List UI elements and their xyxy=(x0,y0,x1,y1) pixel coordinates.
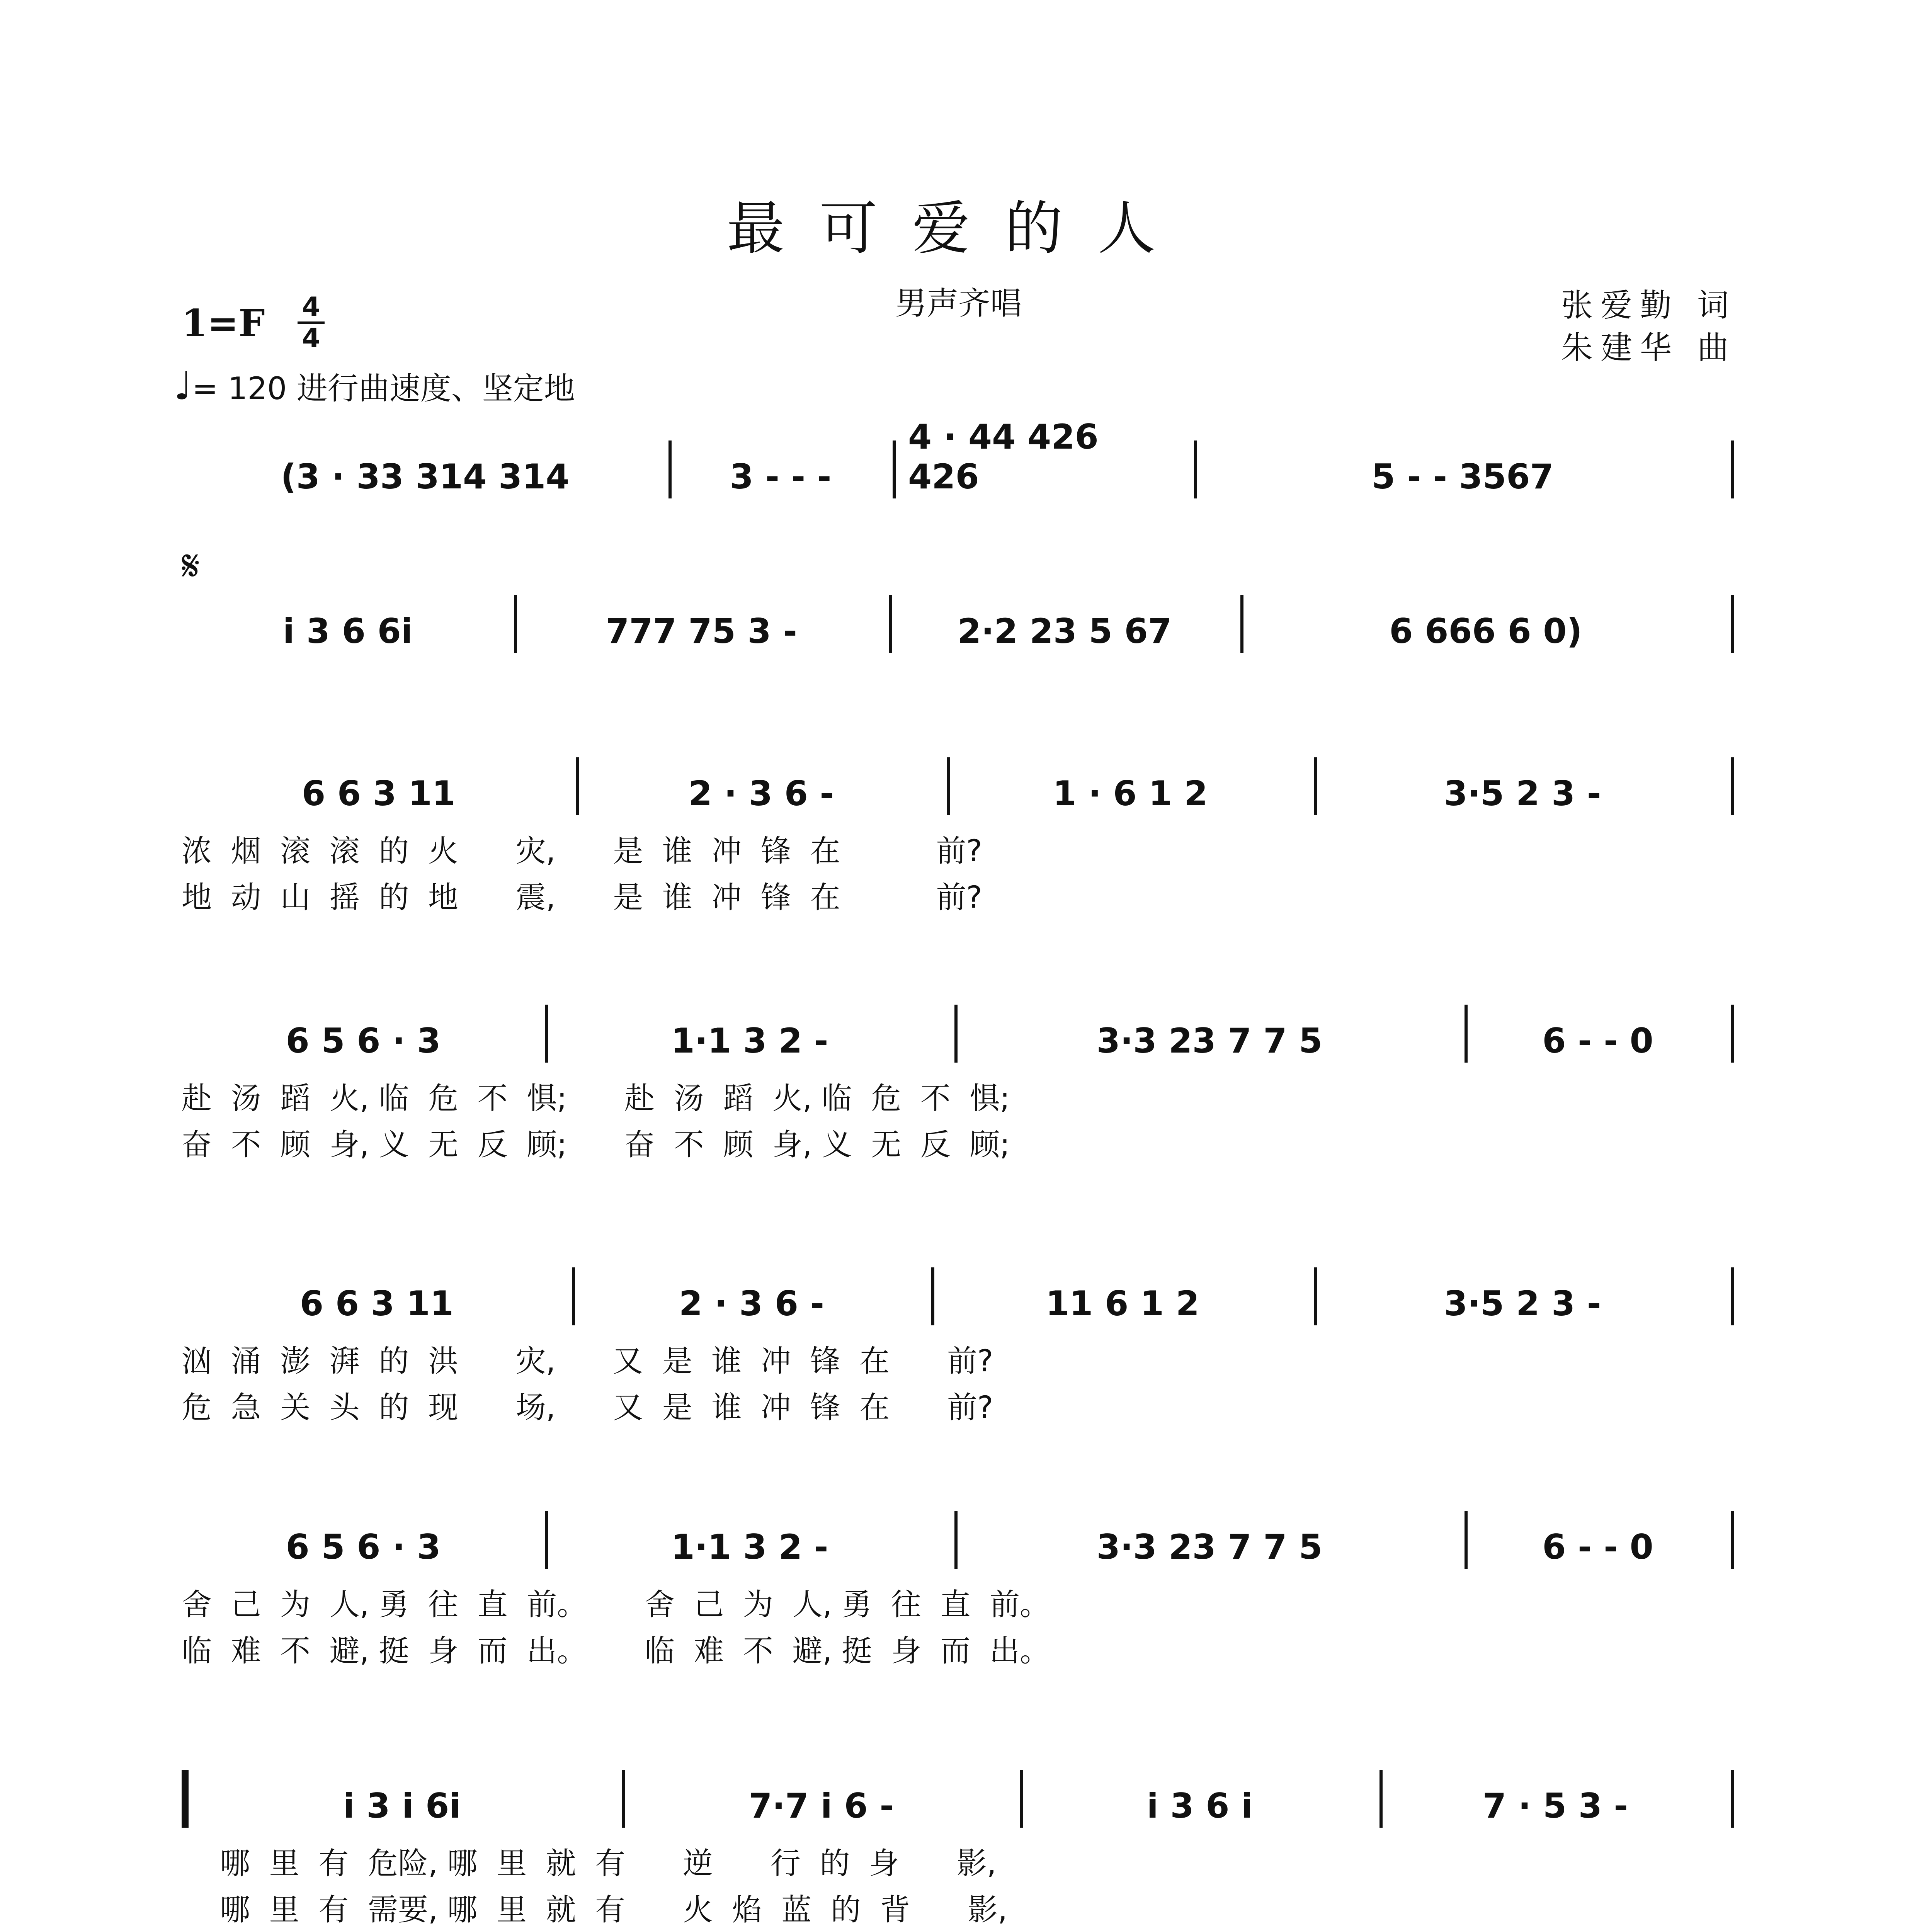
lyric-line: 奋 不 顾 身, 义 无 反 顾; 奋 不 顾 身, 义 无 反 顾; xyxy=(182,1128,1010,1162)
subtitle: 男声齐唱 xyxy=(895,285,1022,322)
measure: i 3 i 6i xyxy=(343,1786,461,1826)
bar-line xyxy=(889,595,892,653)
bar-line xyxy=(1240,595,1243,653)
bar-line xyxy=(1314,1267,1317,1325)
bar-line xyxy=(572,1267,575,1325)
time-signature-top: 4 xyxy=(302,292,320,322)
score-row-chorus1 xyxy=(182,1766,1735,1828)
time-signature-bottom: 4 xyxy=(302,323,320,354)
lyric-line: 临 难 不 避, 挺 身 而 出。 临 难 不 避, 挺 身 而 出。 xyxy=(182,1634,1050,1668)
measure: 3 - - - xyxy=(730,457,832,497)
bar-line xyxy=(1731,1511,1734,1569)
bar-line xyxy=(668,440,672,498)
score-row-intro2 xyxy=(182,591,1735,653)
bar-line xyxy=(1731,1267,1734,1325)
measure: i 3 6 6i xyxy=(283,611,413,651)
score-row-v4 xyxy=(182,1507,1735,1569)
lyric-line: 舍 己 为 人, 勇 往 直 前。 舍 己 为 人, 勇 往 直 前。 xyxy=(182,1587,1050,1622)
bar-line xyxy=(947,757,950,815)
time-signature xyxy=(298,294,325,352)
bar-line xyxy=(576,757,579,815)
measure: 6 - - 0 xyxy=(1542,1527,1653,1567)
bar-line xyxy=(954,1005,958,1063)
bar-line xyxy=(182,1770,189,1828)
measure: 1·1 3 2 - xyxy=(671,1527,828,1567)
measure: 11 6 1 2 xyxy=(1045,1284,1200,1323)
lyric-line: 浓 烟 滚 滚 的 火 灾, 是 谁 冲 锋 在 前? xyxy=(182,834,982,869)
measure: 7 · 5 3 - xyxy=(1482,1786,1628,1826)
bar-line xyxy=(954,1511,958,1569)
measure: 3·5 2 3 - xyxy=(1444,1284,1601,1323)
key-signature: 1=F xyxy=(182,301,265,345)
lyric-line: 哪 里 有 危险, 哪 里 就 有 逆 行 的 身 影, xyxy=(182,1846,997,1881)
bar-line xyxy=(1731,595,1734,653)
bar-line xyxy=(931,1267,934,1325)
score-row-intro xyxy=(182,417,1735,498)
composer-credit: 朱建华 曲 xyxy=(1561,330,1737,366)
bar-line xyxy=(1731,440,1734,498)
lyric-line: 赴 汤 蹈 火, 临 危 不 惧; 赴 汤 蹈 火, 临 危 不 惧; xyxy=(182,1081,1010,1116)
lyric-line: 哪 里 有 需要, 哪 里 就 有 火 焰 蓝 的 背 影, xyxy=(182,1893,1007,1927)
measure: 6 - - 0 xyxy=(1542,1021,1653,1061)
bar-line xyxy=(1731,1770,1734,1828)
measure: 6 6 3 11 xyxy=(299,1284,454,1323)
bar-line xyxy=(514,595,517,653)
measure: i 3 6 i xyxy=(1146,1786,1253,1826)
bar-line xyxy=(1465,1511,1468,1569)
measure: 7·7 i 6 - xyxy=(748,1786,894,1826)
measure: 777 75 3 - xyxy=(606,611,797,651)
lyric-line: 汹 涌 澎 湃 的 洪 灾, 又 是 谁 冲 锋 在 前? xyxy=(182,1344,993,1379)
measure: 3·3 23 7 7 5 xyxy=(1096,1527,1323,1567)
measure: 4 · 44 426 426 xyxy=(908,417,1099,497)
bar-line xyxy=(1731,1005,1734,1063)
measure: 6 6 3 11 xyxy=(301,774,456,813)
measure: 3·5 2 3 - xyxy=(1444,774,1601,813)
measure: 6 5 6 · 3 xyxy=(286,1021,441,1061)
lyric-line: 危 急 关 头 的 现 场, 又 是 谁 冲 锋 在 前? xyxy=(182,1390,993,1425)
measure: 6 5 6 · 3 xyxy=(286,1527,441,1567)
measure: 5 - - 3567 xyxy=(1371,457,1554,497)
lyric-line: 地 动 山 摇 的 地 震, 是 谁 冲 锋 在 前? xyxy=(182,880,982,915)
page-title: 最可爱的人 xyxy=(726,195,1191,262)
measure: 2 · 3 6 - xyxy=(679,1284,825,1323)
measure: (3 · 33 314 314 xyxy=(281,457,570,497)
measure: 6 666 6 0) xyxy=(1389,611,1582,651)
score-row-v2 xyxy=(182,1001,1735,1063)
score-row-v3 xyxy=(182,1264,1735,1325)
bar-line xyxy=(1020,1770,1023,1828)
tempo-marking xyxy=(174,363,575,408)
bar-line xyxy=(545,1511,548,1569)
bar-line xyxy=(1194,440,1197,498)
lyricist-credit: 张爱勤 词 xyxy=(1561,287,1737,324)
segno-icon: 𝄋 xyxy=(182,541,200,590)
measure: 2 · 3 6 - xyxy=(688,774,834,813)
bar-line xyxy=(1379,1770,1383,1828)
measure: 2·2 23 5 67 xyxy=(958,611,1172,651)
measure: 1·1 3 2 - xyxy=(671,1021,828,1061)
bar-line xyxy=(622,1770,625,1828)
score-row-v1 xyxy=(182,753,1735,815)
quarter-note-icon: ♩ xyxy=(174,363,192,408)
tempo-text: = 120 进行曲速度、坚定地 xyxy=(192,371,575,406)
bar-line xyxy=(545,1005,548,1063)
bar-line xyxy=(1314,757,1317,815)
measure: 1 · 6 1 2 xyxy=(1053,774,1208,813)
bar-line xyxy=(893,440,896,498)
bar-line xyxy=(1465,1005,1468,1063)
measure: 3·3 23 7 7 5 xyxy=(1096,1021,1323,1061)
bar-line xyxy=(1731,757,1734,815)
